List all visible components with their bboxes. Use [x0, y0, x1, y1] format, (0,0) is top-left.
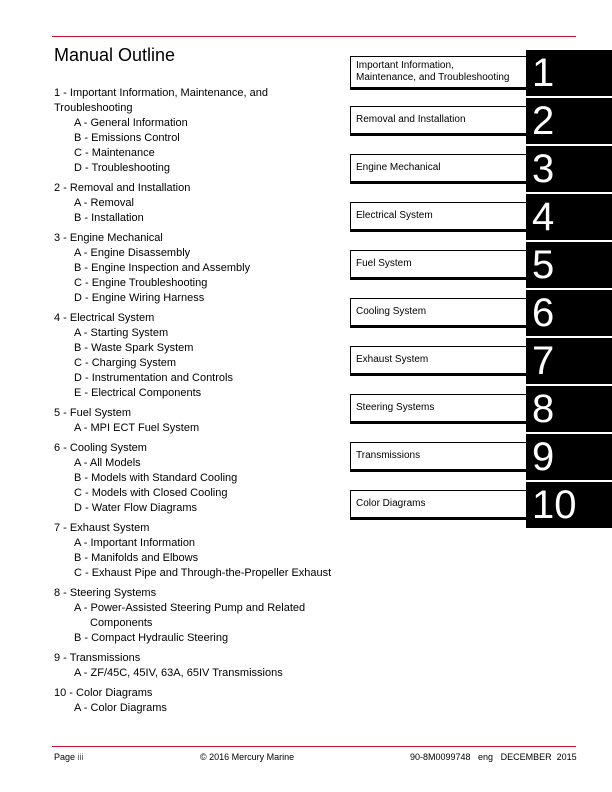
footer-doc-number: 90-8M0099748 eng DECEMBER 2015 [410, 752, 577, 762]
tab-label: Fuel System [356, 258, 412, 269]
tab-number: 8 [526, 386, 612, 432]
section-tab-4[interactable] [350, 194, 612, 240]
section-tab-8[interactable] [350, 386, 612, 432]
section-tab-3[interactable] [350, 146, 612, 192]
tab-label: Color Diagrams [356, 498, 426, 509]
subsection-item[interactable]: A - General Information [74, 117, 188, 129]
outline-section [54, 86, 344, 176]
section-title[interactable]: 6 - Cooling System [54, 442, 147, 454]
subsection-item[interactable]: C - Engine Troubleshooting [74, 277, 208, 289]
subsection-item[interactable]: B - Compact Hydraulic Steering [74, 632, 229, 644]
page-title: Manual Outline [54, 45, 176, 65]
section-tab-6[interactable] [350, 290, 612, 336]
subsection-item[interactable]: A - MPI ECT Fuel System [74, 422, 200, 434]
subsection-item[interactable]: A - Color Diagrams [74, 702, 167, 714]
tab-label-line: Important Information, [356, 60, 454, 71]
footer-page [54, 752, 84, 762]
section-tab-1[interactable] [350, 50, 612, 96]
subsection-item[interactable]: C - Exhaust Pipe and Through-the-Propeller Exhaust [74, 567, 332, 579]
tab-label: Exhaust System [356, 354, 429, 365]
tab-label: Steering Systems [356, 402, 435, 413]
section-title[interactable]: 7 - Exhaust System [54, 522, 150, 534]
outline-section [54, 686, 344, 716]
tab-label: Engine Mechanical [356, 162, 441, 173]
outline-section [54, 311, 344, 401]
section-tab-9[interactable] [350, 434, 612, 480]
subsection-item[interactable]: B - Manifolds and Elbows [74, 552, 199, 564]
subsection-item[interactable]: A - ZF/45C, 45IV, 63A, 65IV Transmissions [74, 667, 283, 679]
section-title[interactable]: 2 - Removal and Installation [54, 182, 191, 194]
outline-section [54, 231, 344, 306]
section-tab-2[interactable] [350, 98, 612, 144]
outline-section [54, 521, 344, 581]
subsection-item[interactable]: A - Important Information [74, 537, 196, 549]
tab-number: 3 [526, 146, 612, 192]
subsection-item[interactable]: E - Electrical Components [74, 387, 202, 399]
subsection-item[interactable] [54, 601, 344, 631]
top-rule [52, 36, 576, 37]
section-tab-10[interactable] [350, 482, 612, 528]
tab-label-line: Maintenance, and Troubleshooting [356, 72, 510, 83]
page-number: iii [77, 752, 84, 762]
tab-number: 5 [526, 242, 612, 288]
outline-section [54, 181, 344, 226]
subsection-item-text: A - Power-Assisted Steering Pump and Related [74, 602, 306, 614]
subsection-item[interactable]: B - Engine Inspection and Assembly [74, 262, 251, 274]
section-title[interactable]: 4 - Electrical System [54, 312, 155, 324]
bottom-rule [52, 746, 576, 747]
tab-number: 7 [526, 338, 612, 384]
tab-label: Removal and Installation [356, 114, 466, 125]
tab-number: 10 [526, 482, 612, 528]
outline-section [54, 406, 344, 436]
tab-number: 2 [526, 98, 612, 144]
footer-copyright: © 2016 Mercury Marine [200, 752, 295, 762]
tab-number: 4 [526, 194, 612, 240]
outline-section [54, 586, 344, 646]
subsection-item[interactable]: B - Installation [74, 212, 144, 224]
subsection-item[interactable]: A - Starting System [74, 327, 169, 339]
subsection-item[interactable]: C - Charging System [74, 357, 177, 369]
section-title[interactable]: 8 - Steering Systems [54, 587, 157, 599]
section-title[interactable]: 3 - Engine Mechanical [54, 232, 163, 244]
subsection-item[interactable]: A - Removal [74, 197, 134, 209]
tab-label: Cooling System [356, 306, 427, 317]
subsection-item[interactable]: C - Models with Closed Cooling [74, 487, 228, 499]
section-title[interactable]: 10 - Color Diagrams [54, 687, 153, 699]
subsection-item[interactable]: D - Instrumentation and Controls [74, 372, 233, 384]
page-label: Page [54, 752, 76, 762]
tab-number: 9 [526, 434, 612, 480]
subsection-item[interactable]: D - Troubleshooting [74, 162, 170, 174]
outline-section [54, 441, 344, 516]
tab-label: Electrical System [356, 210, 433, 221]
subsection-item[interactable]: C - Maintenance [74, 147, 155, 159]
subsection-item[interactable]: A - Engine Disassembly [74, 247, 191, 259]
section-tab-5[interactable] [350, 242, 612, 288]
section-title[interactable]: 1 - Important Information, Maintenance, and Troubleshooting [54, 87, 269, 114]
manual-outline [54, 86, 344, 721]
subsection-item-continuation: Components [90, 617, 153, 629]
section-title[interactable]: 5 - Fuel System [54, 407, 132, 419]
subsection-item[interactable]: B - Models with Standard Cooling [74, 472, 238, 484]
tab-label: Transmissions [356, 450, 421, 461]
tab-number: 1 [526, 50, 612, 96]
subsection-item[interactable]: B - Waste Spark System [74, 342, 194, 354]
outline-section [54, 651, 344, 681]
subsection-item[interactable]: B - Emissions Control [74, 132, 180, 144]
tab-label [356, 60, 509, 84]
section-tab-7[interactable] [350, 338, 612, 384]
subsection-item[interactable]: A - All Models [74, 457, 141, 469]
subsection-item[interactable]: D - Engine Wiring Harness [74, 292, 205, 304]
section-title[interactable]: 9 - Transmissions [54, 652, 141, 664]
tab-number: 6 [526, 290, 612, 336]
subsection-item[interactable]: D - Water Flow Diagrams [74, 502, 198, 514]
